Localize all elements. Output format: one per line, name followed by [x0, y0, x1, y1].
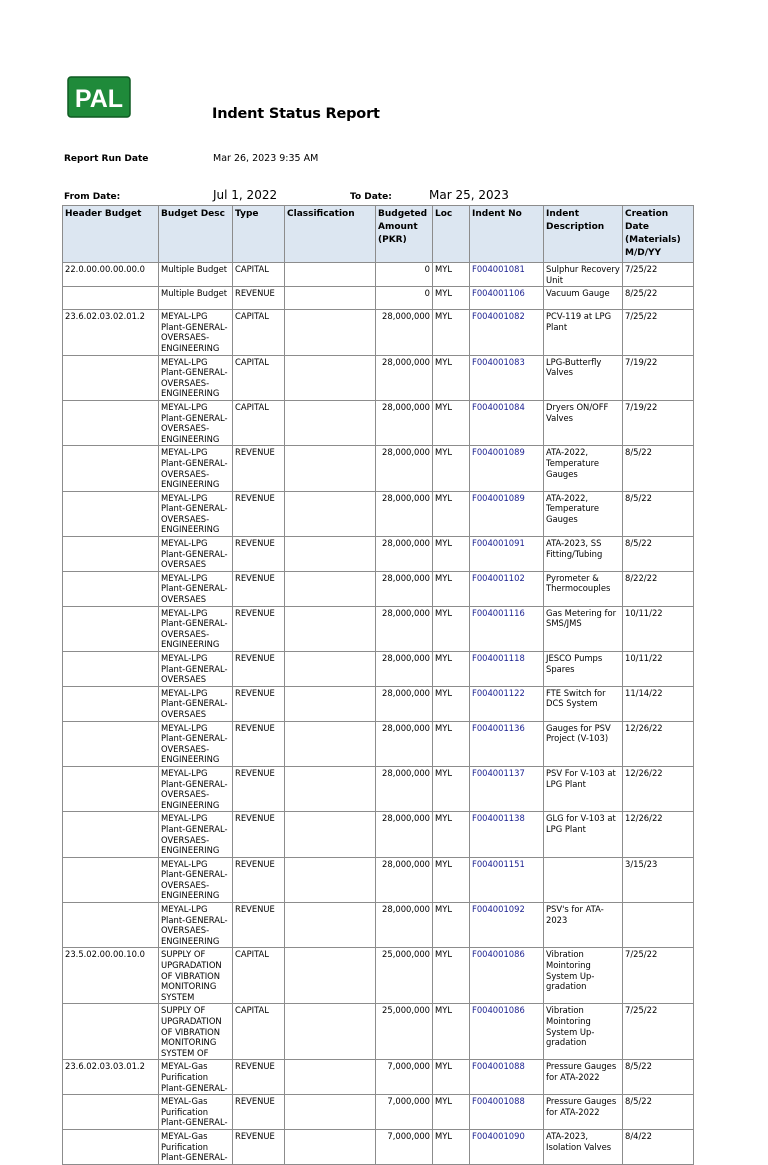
cell-type: REVENUE: [233, 287, 285, 310]
cell-amount: 28,000,000: [376, 571, 433, 606]
cell-creation-date: 8/5/22: [623, 491, 694, 536]
cell-loc: MYL: [433, 400, 470, 445]
table-row: [63, 263, 694, 287]
cell-creation-date: 7/25/22: [623, 948, 694, 1004]
cell-classification: [285, 721, 376, 766]
cell-classification: [285, 491, 376, 536]
cell-amount: 7,000,000: [376, 1129, 433, 1164]
cell-amount: 28,000,000: [376, 903, 433, 948]
cell-loc: MYL: [433, 491, 470, 536]
cell-header-budget: [63, 446, 159, 491]
cell-type: REVENUE: [233, 686, 285, 721]
cell-header-budget: [63, 857, 159, 902]
cell-type: REVENUE: [233, 491, 285, 536]
table-row: [63, 355, 694, 400]
to-date-value: Mar 25, 2023: [429, 188, 509, 202]
cell-budget-desc: MEYAL-LPG Plant-GENERAL-OVERSAES-ENGINEERING: [159, 903, 233, 948]
cell-creation-date: [623, 903, 694, 948]
cell-type: REVENUE: [233, 766, 285, 811]
cell-indent-desc: ATA-2022, Temperature Gauges: [544, 491, 623, 536]
cell-amount: 28,000,000: [376, 766, 433, 811]
cell-header-budget: [63, 287, 159, 310]
cell-type: CAPITAL: [233, 400, 285, 445]
cell-type: CAPITAL: [233, 310, 285, 355]
cell-header-budget: [63, 812, 159, 857]
cell-header-budget: [63, 686, 159, 721]
cell-loc: MYL: [433, 1060, 470, 1095]
cell-budget-desc: MEYAL-Gas Purification Plant-GENERAL-: [159, 1095, 233, 1130]
table-row: [63, 1004, 694, 1060]
cell-indent-desc: PSV's for ATA-2023: [544, 903, 623, 948]
cell-budget-desc: MEYAL-LPG Plant-GENERAL-OVERSAES-ENGINEERING: [159, 446, 233, 491]
cell-amount: 28,000,000: [376, 812, 433, 857]
cell-creation-date: 7/25/22: [623, 310, 694, 355]
cell-classification: [285, 652, 376, 687]
cell-type: REVENUE: [233, 857, 285, 902]
cell-header-budget: [63, 571, 159, 606]
cell-type: REVENUE: [233, 606, 285, 651]
cell-header-budget: [63, 652, 159, 687]
cell-loc: MYL: [433, 606, 470, 651]
cell-classification: [285, 812, 376, 857]
cell-amount: 28,000,000: [376, 652, 433, 687]
cell-indent-no: F004001091: [470, 537, 544, 572]
cell-classification: [285, 1060, 376, 1095]
cell-amount: 28,000,000: [376, 686, 433, 721]
cell-loc: MYL: [433, 287, 470, 310]
col-creation-date: Creation Date (Materials) M/D/YY: [623, 206, 694, 263]
table-row: [63, 721, 694, 766]
cell-indent-desc: LPG-Butterfly Valves: [544, 355, 623, 400]
cell-indent-desc: Pressure Gauges for ATA-2022: [544, 1060, 623, 1095]
cell-indent-no: F004001151: [470, 857, 544, 902]
cell-loc: MYL: [433, 571, 470, 606]
cell-indent-no: F004001089: [470, 491, 544, 536]
cell-indent-desc: Gas Metering for SMS/JMS: [544, 606, 623, 651]
col-indent-description: Indent Description: [544, 206, 623, 263]
cell-header-budget: [63, 721, 159, 766]
cell-indent-desc: ATA-2023, Isolation Valves: [544, 1129, 623, 1164]
cell-creation-date: 8/5/22: [623, 537, 694, 572]
cell-indent-no: F004001122: [470, 686, 544, 721]
cell-classification: [285, 355, 376, 400]
cell-classification: [285, 857, 376, 902]
from-date-label: From Date:: [64, 192, 121, 202]
cell-amount: 0: [376, 287, 433, 310]
logo-text: PAL: [74, 85, 124, 113]
cell-indent-no: F004001138: [470, 812, 544, 857]
table-row: [63, 1060, 694, 1095]
table-row: [63, 686, 694, 721]
cell-indent-desc: Vacuum Gauge: [544, 287, 623, 310]
cell-loc: MYL: [433, 537, 470, 572]
table-row: [63, 948, 694, 1004]
cell-header-budget: [63, 903, 159, 948]
cell-type: REVENUE: [233, 1060, 285, 1095]
cell-type: REVENUE: [233, 1129, 285, 1164]
cell-header-budget: [63, 537, 159, 572]
cell-indent-desc: Gauges for PSV Project (V-103): [544, 721, 623, 766]
run-date-label: Report Run Date: [64, 154, 149, 164]
cell-creation-date: 7/19/22: [623, 355, 694, 400]
cell-header-budget: [63, 400, 159, 445]
cell-loc: MYL: [433, 263, 470, 287]
cell-budget-desc: MEYAL-LPG Plant-GENERAL-OVERSAES-ENGINEERING: [159, 310, 233, 355]
cell-classification: [285, 903, 376, 948]
cell-indent-no: F004001082: [470, 310, 544, 355]
cell-amount: 25,000,000: [376, 1004, 433, 1060]
cell-header-budget: 23.6.02.03.02.01.2: [63, 310, 159, 355]
cell-amount: 28,000,000: [376, 857, 433, 902]
cell-loc: MYL: [433, 1004, 470, 1060]
cell-creation-date: 10/11/22: [623, 606, 694, 651]
cell-loc: MYL: [433, 903, 470, 948]
cell-indent-desc: Dryers ON/OFF Valves: [544, 400, 623, 445]
cell-amount: 28,000,000: [376, 606, 433, 651]
cell-classification: [285, 1129, 376, 1164]
cell-amount: 28,000,000: [376, 400, 433, 445]
cell-indent-no: F004001102: [470, 571, 544, 606]
cell-indent-desc: Vibration Mointoring System Up-gradation: [544, 1004, 623, 1060]
indent-status-table: [62, 205, 694, 1165]
cell-type: REVENUE: [233, 1095, 285, 1130]
cell-budget-desc: MEYAL-LPG Plant-GENERAL-OVERSAES-ENGINEERING: [159, 721, 233, 766]
cell-type: REVENUE: [233, 652, 285, 687]
run-date-value: Mar 26, 2023 9:35 AM: [213, 153, 319, 164]
cell-loc: MYL: [433, 355, 470, 400]
cell-creation-date: 8/5/22: [623, 1095, 694, 1130]
table-row: [63, 903, 694, 948]
cell-indent-no: F004001106: [470, 287, 544, 310]
cell-loc: MYL: [433, 721, 470, 766]
cell-creation-date: 8/4/22: [623, 1129, 694, 1164]
cell-creation-date: 8/22/22: [623, 571, 694, 606]
cell-header-budget: [63, 491, 159, 536]
cell-classification: [285, 766, 376, 811]
col-indent-no: Indent No: [470, 206, 544, 263]
cell-classification: [285, 310, 376, 355]
cell-amount: 7,000,000: [376, 1060, 433, 1095]
cell-classification: [285, 537, 376, 572]
cell-creation-date: 12/26/22: [623, 766, 694, 811]
cell-budget-desc: MEYAL-LPG Plant-GENERAL-OVERSAES-ENGINEERING: [159, 355, 233, 400]
cell-budget-desc: MEYAL-LPG Plant-GENERAL-OVERSAES: [159, 686, 233, 721]
table-header-row: [63, 206, 694, 263]
cell-classification: [285, 1004, 376, 1060]
cell-amount: 28,000,000: [376, 537, 433, 572]
table-row: [63, 287, 694, 310]
cell-classification: [285, 287, 376, 310]
table-row: [63, 812, 694, 857]
cell-budget-desc: Multiple Budget: [159, 263, 233, 287]
cell-indent-desc: FTE Switch for DCS System: [544, 686, 623, 721]
cell-indent-no: F004001086: [470, 948, 544, 1004]
cell-indent-no: F004001088: [470, 1060, 544, 1095]
cell-loc: MYL: [433, 446, 470, 491]
table-row: [63, 1095, 694, 1130]
cell-classification: [285, 263, 376, 287]
cell-amount: 28,000,000: [376, 355, 433, 400]
cell-indent-desc: PCV-119 at LPG Plant: [544, 310, 623, 355]
cell-type: REVENUE: [233, 903, 285, 948]
table-row: [63, 537, 694, 572]
cell-type: CAPITAL: [233, 1004, 285, 1060]
col-header-budget: Header Budget: [63, 206, 159, 263]
from-date-value: Jul 1, 2022: [213, 188, 278, 202]
cell-type: REVENUE: [233, 721, 285, 766]
cell-loc: MYL: [433, 857, 470, 902]
cell-loc: MYL: [433, 1129, 470, 1164]
cell-indent-desc: [544, 857, 623, 902]
col-type: Type: [233, 206, 285, 263]
cell-header-budget: [63, 355, 159, 400]
cell-classification: [285, 606, 376, 651]
cell-indent-desc: Vibration Mointoring System Up-gradation: [544, 948, 623, 1004]
cell-creation-date: 8/25/22: [623, 287, 694, 310]
table-row: [63, 400, 694, 445]
cell-classification: [285, 948, 376, 1004]
cell-loc: MYL: [433, 686, 470, 721]
cell-type: REVENUE: [233, 812, 285, 857]
table-row: [63, 491, 694, 536]
cell-indent-desc: Pressure Gauges for ATA-2022: [544, 1095, 623, 1130]
cell-header-budget: [63, 606, 159, 651]
cell-amount: 28,000,000: [376, 446, 433, 491]
cell-amount: 7,000,000: [376, 1095, 433, 1130]
cell-loc: MYL: [433, 812, 470, 857]
cell-indent-no: F004001118: [470, 652, 544, 687]
cell-classification: [285, 1095, 376, 1130]
cell-budget-desc: MEYAL-Gas Purification Plant-GENERAL-: [159, 1060, 233, 1095]
cell-indent-desc: PSV For V-103 at LPG Plant: [544, 766, 623, 811]
cell-indent-no: F004001092: [470, 903, 544, 948]
to-date-label: To Date:: [350, 192, 392, 202]
cell-indent-desc: Pyrometer & Thermocouples: [544, 571, 623, 606]
table-body: [63, 263, 694, 1165]
table-row: [63, 857, 694, 902]
cell-creation-date: 7/25/22: [623, 263, 694, 287]
cell-header-budget: [63, 766, 159, 811]
cell-header-budget: [63, 1129, 159, 1164]
cell-creation-date: 7/19/22: [623, 400, 694, 445]
cell-header-budget: 22.0.00.00.00.00.0: [63, 263, 159, 287]
cell-budget-desc: MEYAL-Gas Purification Plant-GENERAL-: [159, 1129, 233, 1164]
cell-indent-desc: ATA-2023, SS Fitting/Tubing: [544, 537, 623, 572]
table-row: [63, 652, 694, 687]
table-row: [63, 766, 694, 811]
cell-creation-date: 10/11/22: [623, 652, 694, 687]
cell-classification: [285, 446, 376, 491]
cell-budget-desc: MEYAL-LPG Plant-GENERAL-OVERSAES-ENGINEERING: [159, 766, 233, 811]
cell-budget-desc: SUPPLY OF UPGRADATION OF VIBRATION MONITORING SYSTEM: [159, 948, 233, 1004]
table-row: [63, 446, 694, 491]
cell-type: CAPITAL: [233, 263, 285, 287]
cell-amount: 28,000,000: [376, 721, 433, 766]
cell-indent-no: F004001083: [470, 355, 544, 400]
table-row: [63, 1129, 694, 1164]
cell-type: CAPITAL: [233, 355, 285, 400]
cell-indent-no: F004001081: [470, 263, 544, 287]
cell-loc: MYL: [433, 1095, 470, 1130]
cell-indent-no: F004001089: [470, 446, 544, 491]
cell-type: REVENUE: [233, 537, 285, 572]
cell-creation-date: 12/26/22: [623, 721, 694, 766]
cell-budget-desc: MEYAL-LPG Plant-GENERAL-OVERSAES-ENGINEERING: [159, 400, 233, 445]
cell-indent-no: F004001086: [470, 1004, 544, 1060]
cell-indent-desc: ATA-2022, Temperature Gauges: [544, 446, 623, 491]
cell-amount: 28,000,000: [376, 491, 433, 536]
cell-loc: MYL: [433, 766, 470, 811]
cell-budget-desc: MEYAL-LPG Plant-GENERAL-OVERSAES-ENGINEERING: [159, 812, 233, 857]
cell-header-budget: 23.6.02.03.03.01.2: [63, 1060, 159, 1095]
cell-type: REVENUE: [233, 571, 285, 606]
cell-budget-desc: MEYAL-LPG Plant-GENERAL-OVERSAES-ENGINEERING: [159, 491, 233, 536]
col-budgeted-amount: Budgeted Amount (PKR): [376, 206, 433, 263]
cell-classification: [285, 400, 376, 445]
cell-type: REVENUE: [233, 446, 285, 491]
table-row: [63, 606, 694, 651]
cell-creation-date: 8/5/22: [623, 1060, 694, 1095]
cell-budget-desc: MEYAL-LPG Plant-GENERAL-OVERSAES: [159, 652, 233, 687]
cell-creation-date: 7/25/22: [623, 1004, 694, 1060]
cell-budget-desc: MEYAL-LPG Plant-GENERAL-OVERSAES-ENGINEERING: [159, 606, 233, 651]
pal-logo: [67, 76, 131, 118]
cell-creation-date: 12/26/22: [623, 812, 694, 857]
cell-indent-no: F004001116: [470, 606, 544, 651]
cell-amount: 0: [376, 263, 433, 287]
cell-amount: 25,000,000: [376, 948, 433, 1004]
cell-indent-no: F004001136: [470, 721, 544, 766]
cell-creation-date: 11/14/22: [623, 686, 694, 721]
col-budget-desc: Budget Desc: [159, 206, 233, 263]
cell-indent-desc: Sulphur Recovery Unit: [544, 263, 623, 287]
cell-loc: MYL: [433, 652, 470, 687]
cell-budget-desc: MEYAL-LPG Plant-GENERAL-OVERSAES-ENGINEERING: [159, 857, 233, 902]
cell-header-budget: [63, 1095, 159, 1130]
cell-budget-desc: MEYAL-LPG Plant-GENERAL-OVERSAES: [159, 571, 233, 606]
cell-classification: [285, 686, 376, 721]
cell-amount: 28,000,000: [376, 310, 433, 355]
cell-indent-no: F004001090: [470, 1129, 544, 1164]
cell-header-budget: 23.5.02.00.00.10.0: [63, 948, 159, 1004]
report-title: Indent Status Report: [212, 106, 380, 122]
table-row: [63, 571, 694, 606]
cell-budget-desc: MEYAL-LPG Plant-GENERAL-OVERSAES: [159, 537, 233, 572]
cell-indent-desc: GLG for V-103 at LPG Plant: [544, 812, 623, 857]
cell-loc: MYL: [433, 310, 470, 355]
cell-header-budget: [63, 1004, 159, 1060]
cell-budget-desc: SUPPLY OF UPGRADATION OF VIBRATION MONITORING SYSTEM OF: [159, 1004, 233, 1060]
cell-loc: MYL: [433, 948, 470, 1004]
cell-creation-date: 8/5/22: [623, 446, 694, 491]
cell-type: CAPITAL: [233, 948, 285, 1004]
cell-creation-date: 3/15/23: [623, 857, 694, 902]
cell-classification: [285, 571, 376, 606]
cell-indent-no: F004001137: [470, 766, 544, 811]
cell-indent-no: F004001084: [470, 400, 544, 445]
col-loc: Loc: [433, 206, 470, 263]
col-classification: Classification: [285, 206, 376, 263]
cell-budget-desc: Multiple Budget: [159, 287, 233, 310]
cell-indent-desc: JESCO Pumps Spares: [544, 652, 623, 687]
table-row: [63, 310, 694, 355]
cell-indent-no: F004001088: [470, 1095, 544, 1130]
